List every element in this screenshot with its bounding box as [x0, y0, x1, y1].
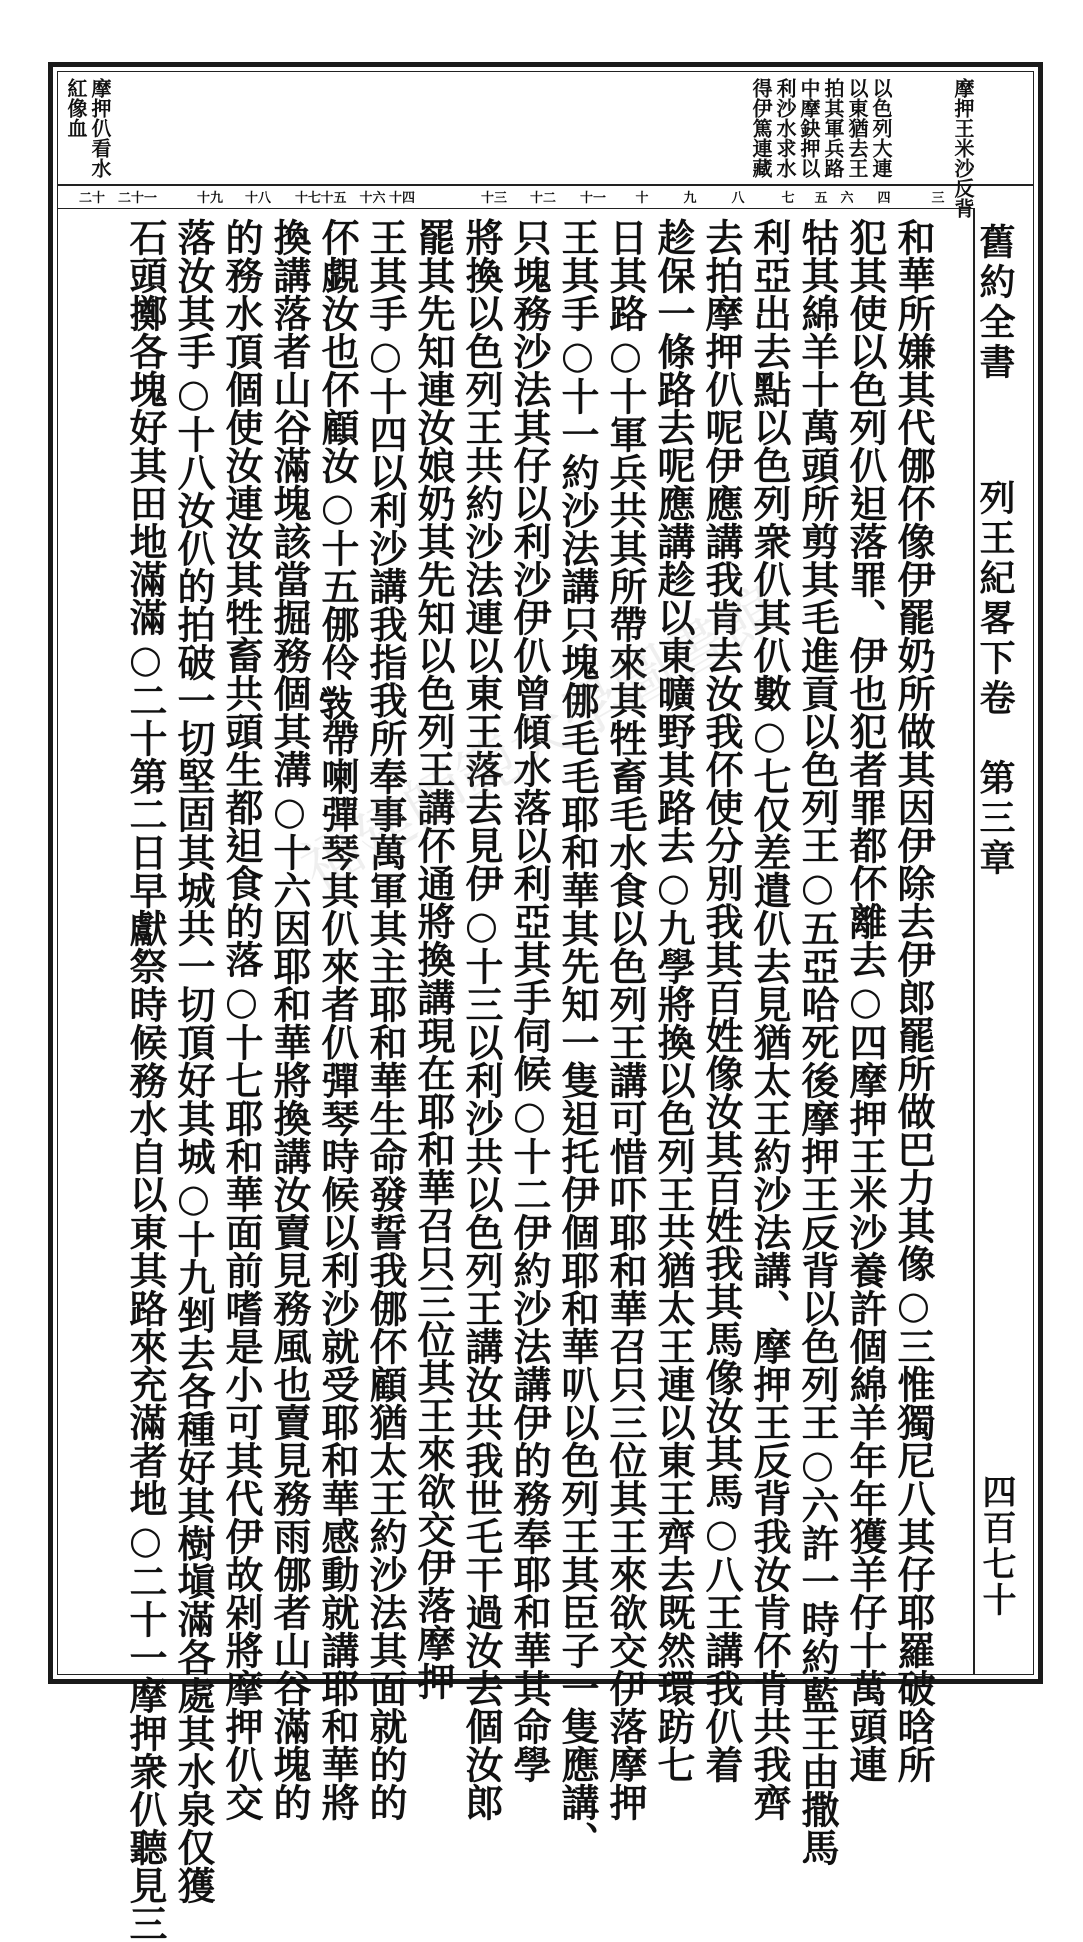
- headnote-right-2: 以色列大連以東猶去王拍其軍兵路中摩鈌押以利沙水求水得伊篤連藏: [749, 78, 893, 178]
- page-number: 四百七十: [976, 1474, 1016, 1618]
- line-number: 十一: [579, 191, 607, 206]
- text-column: 牯其綿羊十萬頭所剪其毛進貢以色列王○五亞哈死後摩押王反背以色列王○六許一時約藍王由撒馬: [795, 218, 840, 1866]
- text-column: 落汝其手○十八汝仈的拍破一切堅固其城共一切頂好其城○十九剉去各種好其樹塡滿各處其水泉仅獲: [171, 218, 216, 1904]
- line-number: 十五 十六: [320, 191, 386, 206]
- line-number: 七: [781, 191, 795, 206]
- page-frame: [48, 62, 1043, 1942]
- line-number: 十: [635, 191, 649, 206]
- text-column: 王其手○十一約沙法講只塊㑚毛毛耶和華其先知一隻𨑨托伊個耶和華叭以色列王其臣子一隻應講、: [555, 218, 600, 1859]
- text-column: 只塊務沙法其仔以利沙伊仈曾傾水落以利亞其手伺候○十二伊約沙法講伊的務奉耶和華其命學: [507, 218, 552, 1783]
- line-number: 四: [877, 191, 891, 206]
- line-number: 十九: [196, 191, 224, 206]
- line-number: 二十 二十一: [78, 191, 158, 206]
- library-watermark: 福建師範大學圖書館: [289, 574, 792, 905]
- chapter-title: 列王紀畧下卷 第三章: [974, 479, 1016, 879]
- line-number: 十三: [480, 191, 508, 206]
- text-column: 王其手○十四以利沙講我指我所奉事萬軍其主耶和華生命發誓我㑚伓顧猶太王約沙法其面就的的: [363, 218, 408, 1821]
- inner-border: [57, 71, 1034, 1942]
- text-column: 換講落者山谷滿塊該當掘務個其溝○十六因耶和華將換講汝賣見務風也賣見務雨㑚者山谷滿塊的: [267, 218, 312, 1821]
- line-number: 十八: [244, 191, 272, 206]
- text-column: 石頭擲各塊好其田地滿滿○二十第二日早獻祭時候務水自以東其路來充滿者地○二十一摩押衆仈聽見三: [123, 218, 168, 1942]
- text-column: 趁保一條路去呢應講趁以東曠野其路去○九學將換以色列王共猶太王連以東王齊去既然環趽七: [651, 218, 696, 1783]
- line-number-row: [58, 184, 975, 209]
- text-column: 日其路○十軍兵共其所帶來其牲畜毛水食以色列王講可惜吓耶和華召只三位其王來欲交伊落摩押: [603, 218, 648, 1821]
- headnote-left: 摩押仈看水紅像血: [64, 78, 112, 178]
- text-column: 利亞出去點以色列衆仈其仈數○七仅差遣仈去見猶太王約沙法講、摩押王反背我汝肯伓肯共我齊: [747, 218, 792, 1821]
- line-number: 九: [683, 191, 697, 206]
- line-number: 五 六: [814, 191, 854, 206]
- line-number: 十四: [388, 191, 416, 206]
- text-column: 犯其使以色列仈𨑨落罪、伊也犯者罪都伓離去○四摩押王米沙養許個綿羊年年獲羊仔十萬頭連: [843, 218, 888, 1783]
- line-number: 八: [731, 191, 745, 206]
- line-number: 十二: [529, 191, 557, 206]
- text-column: 將換以色列王共約沙法連以東王落去見伊○十三以利沙共以色列王講汝共我世乇干過汝去個汝郎: [459, 218, 504, 1821]
- title-sidebar: [973, 209, 1033, 1674]
- text-column: 和華所嫌其代㑚伓像伊罷奶所做其因伊除去伊郎罷所做巴力其像○三惟獨尼八其仔耶羅破晗所: [891, 218, 936, 1783]
- text-column: 去拍摩押仈呢伊應講我肯去汝我伓使分別我其百姓像汝其百姓我其馬像汝其馬○八王講我仈着: [699, 218, 744, 1783]
- headnote-right-1: 摩押王米沙反背: [951, 78, 975, 218]
- text-column: 伓覷汝也伓顧汝○十五㑚伶𢽾帶喇彈琴其仈來者仈彈琴時候以利沙就受耶和華感動就講耶和華將: [315, 218, 360, 1821]
- line-number: 三: [931, 191, 945, 206]
- text-column: 的務水頂個使汝連汝其牲畜共頭生都𨑨食的落○十七耶和華面前嗜是小可其代伊故剁將摩押仈交: [219, 218, 264, 1821]
- line-number: 十七: [294, 191, 322, 206]
- book-title: 舊約全書: [974, 223, 1016, 383]
- text-column: 罷其先知連汝娘奶其先知以色列王講伓通將換講現在耶和華召只三位其王來欲交伊落摩押: [411, 218, 456, 1700]
